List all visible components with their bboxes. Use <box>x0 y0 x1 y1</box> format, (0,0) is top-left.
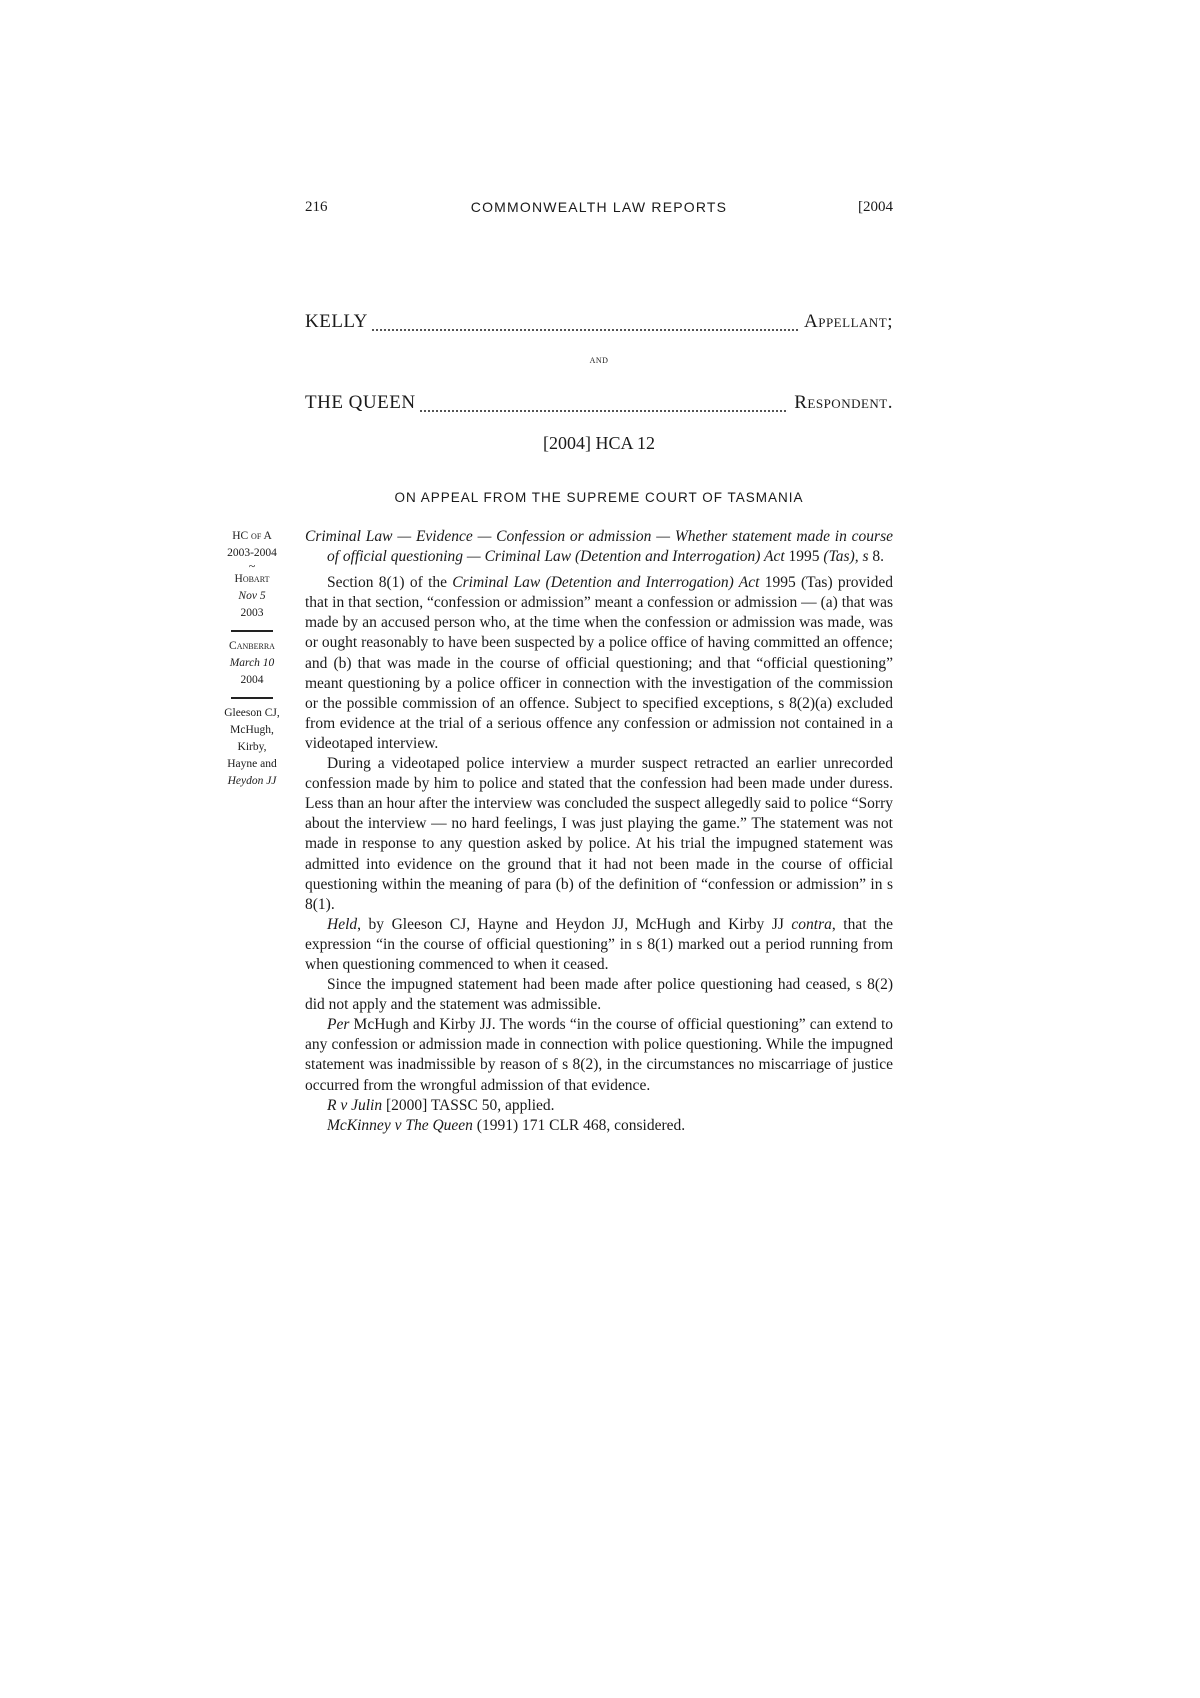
catchwords <box>305 527 893 567</box>
appellant-role: Appellant; <box>798 311 893 333</box>
margin-year-1: 2003 <box>240 607 264 619</box>
respondent-name: THE QUEEN <box>305 392 420 414</box>
margin-date-1: Nov 5 <box>238 590 266 602</box>
respondent-role: Respondent. <box>788 392 893 414</box>
page-number: 216 <box>305 199 328 215</box>
margin-place-2: Canberra <box>229 640 275 652</box>
catchwords-year: 1995 <box>784 548 824 566</box>
held-body: , that the expression “in the course of official questioning” in s 8(1) marked out a period running from when questioning commenced to when it ceased. <box>305 915 893 973</box>
margin-years: 2003-2004 <box>227 547 277 559</box>
headnote <box>305 527 893 1136</box>
margin-judge: Hayne and <box>227 758 277 770</box>
margin-judge: Heydon JJ <box>227 775 277 787</box>
headnote-para-4: Since the impugned statement had been made after police questioning had ceased, s 8(2) did not apply and the statement was admissible. <box>305 976 893 1014</box>
margin-place-1: Hobart <box>234 573 270 585</box>
case2-name: McKinney v The Queen <box>327 1116 473 1134</box>
headnote-para-1 <box>305 573 893 754</box>
catchwords-text: Criminal Law — Evidence — Confession or admission — Whether statement made in course of official questioning — Criminal Law (Detention and Interrogation) Act <box>305 528 893 566</box>
para1-body: 1995 (Tas) provided that in that section, “confession or admission” meant a confession or admission — (a) that was made by an accused person who, at the time when the confession or admission was made, was or ought reasonably to have been suspected by a police office of having committed an offence; and (b) that was made in the course of official questioning; and that “official questioning” meant questioning by a police officer in connection with the investigation of the commission or the possible commission of an offence. Subject to specified exceptions, s 8(2)(a) excluded from evidence at the trial of a serious offence any confession or admission not contained in a videotaped interview. <box>305 574 893 752</box>
margin-rule <box>231 630 273 632</box>
margin-note <box>212 528 292 790</box>
margin-judge: Kirby, <box>237 741 267 753</box>
per-label: Per <box>327 1016 350 1034</box>
headnote-per <box>305 1015 893 1095</box>
report-year: [2004 <box>858 199 893 215</box>
margin-judge: McHugh, <box>230 724 274 736</box>
margin-year-2: 2004 <box>240 674 264 686</box>
para1-lead: Section 8(1) of the <box>327 574 453 592</box>
para1-act-title: Criminal Law (Detention and Interrogation) Act <box>452 574 760 592</box>
case-cited-2 <box>305 1116 893 1136</box>
case1-ref: [2000] TASSC 50, applied. <box>382 1096 555 1114</box>
headnote-para-2: During a videotaped police interview a murder suspect retracted an earlier unrecorded confession made by him to police and stated that the confession had been made under duress. Less than an hour after the interview was concluded the suspect allegedly said to police “Sorry about the interview — no hard feelings, I was just playing the game.” The statement was not made in response to any question asked by police. At his trial the impugned statement was admitted into evidence on the ground that it had not been made in the course of official questioning within the meaning of para (b) of the definition of “confession or admission” in s 8(1). <box>305 755 893 913</box>
catchwords-jurisdiction: (Tas), s <box>823 548 869 566</box>
running-head <box>305 199 893 223</box>
contra-label: contra <box>791 915 832 933</box>
margin-tilde: ~ <box>248 559 256 573</box>
headnote-held <box>305 915 893 975</box>
case1-name: R v Julin <box>327 1096 383 1114</box>
appellant-line <box>305 311 893 337</box>
held-label: Held <box>327 915 358 933</box>
case2-ref: (1991) 171 CLR 468, considered. <box>472 1116 686 1134</box>
margin-rule <box>231 697 273 699</box>
and-separator: and <box>589 354 609 366</box>
report-title: COMMONWEALTH LAW REPORTS <box>470 199 728 215</box>
held-judges: , by Gleeson CJ, Hayne and Heydon JJ, McHugh and Kirby JJ <box>357 915 792 933</box>
margin-date-2: March 10 <box>229 657 275 669</box>
respondent-line <box>305 392 893 418</box>
case-citation: [2004] HCA 12 <box>543 433 655 453</box>
appeal-line: ON APPEAL FROM THE SUPREME COURT OF TASMANIA <box>394 490 804 505</box>
case-cited-1 <box>305 1096 893 1116</box>
margin-judge: Gleeson CJ, <box>224 707 280 719</box>
catchwords-section: 8. <box>868 548 885 566</box>
per-body: McHugh and Kirby JJ. The words “in the course of official questioning” can extend to any confession or admission made in connection with police questioning. While the impugned statement was inadmissible by reason of s 8(2), in the circumstances no miscarriage of justice occurred from the wrongful admission of that evidence. <box>305 1016 893 1094</box>
margin-court: HC of A <box>232 530 272 542</box>
appellant-name: KELLY <box>305 311 372 333</box>
